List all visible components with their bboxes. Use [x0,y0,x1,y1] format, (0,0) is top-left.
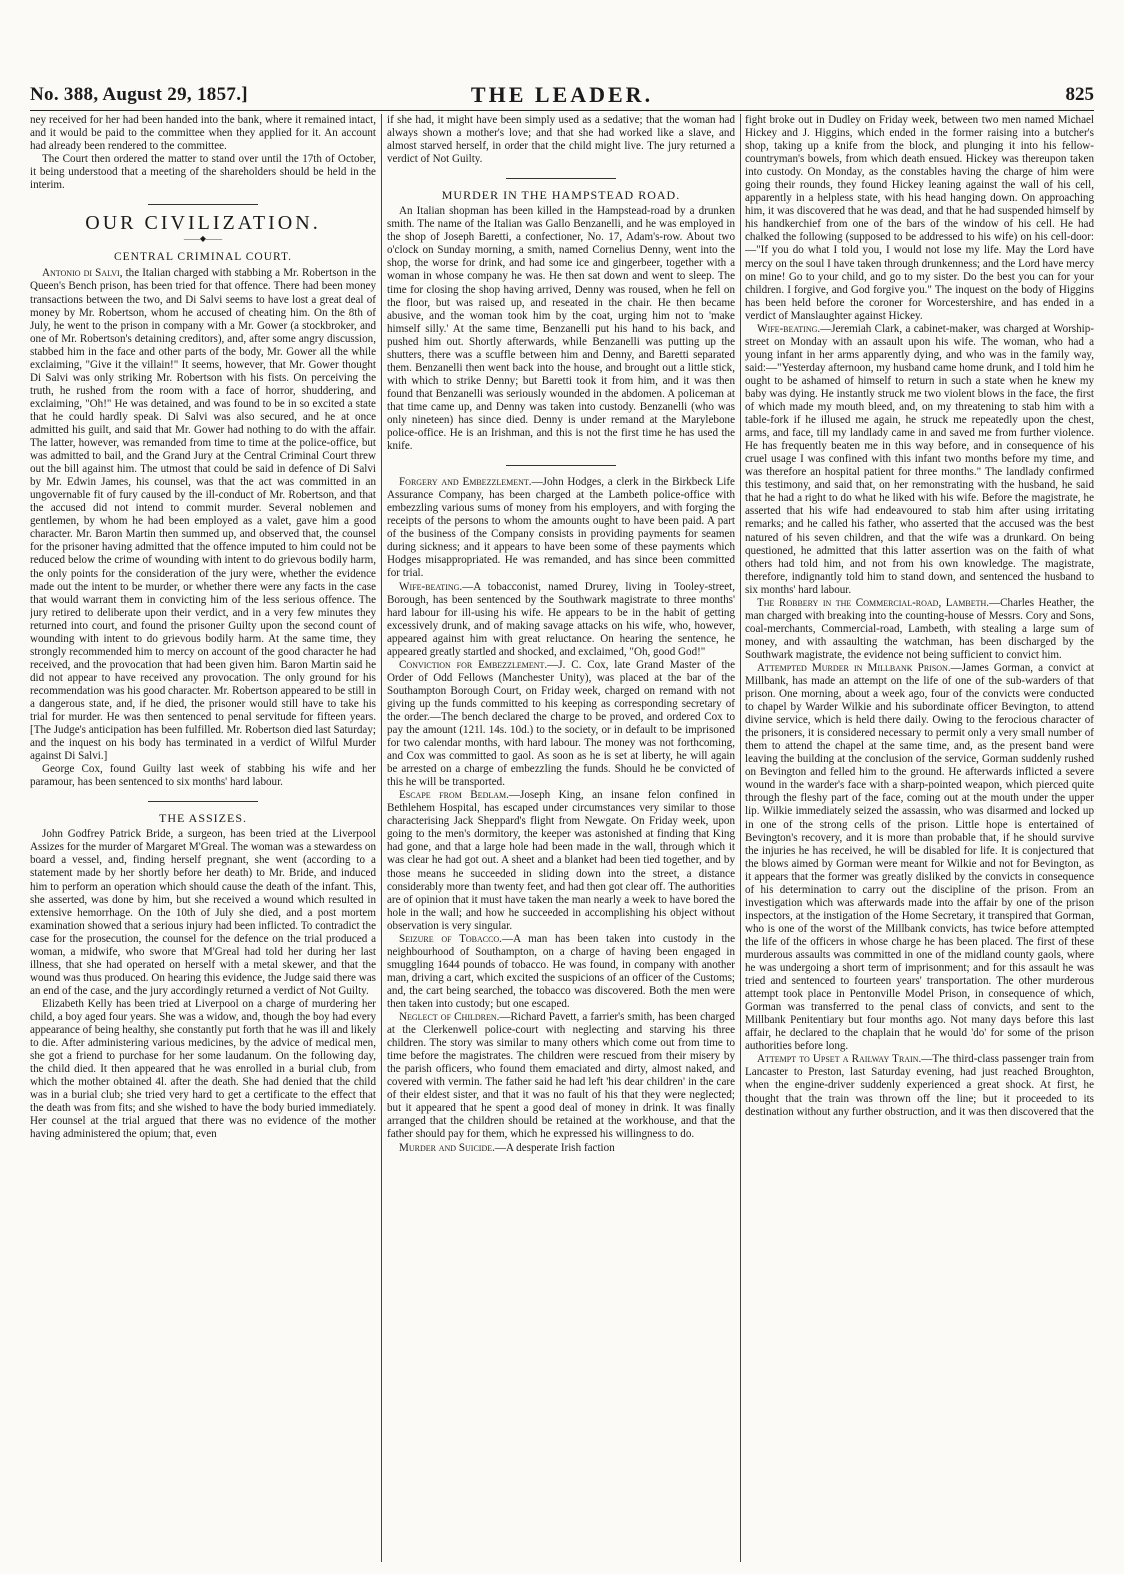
column-3 [745,114,1094,1562]
paragraph: The Court then ordered the matter to stand over until the 17th of October, it being understood that a meeting of the shareholders should be held in the interim. [30,153,376,192]
paragraph [387,581,735,659]
paragraph [387,789,735,933]
paragraph-text: —John Hodges, a clerk in the Birkbeck Life Assurance Company, has been charged at the Lambeth police-office with embezzling various sums of money from his employers, and with forging the receipts of the persons to whom the amounts ought to have been paid. A part of the business of the Company consists in providing payments for seamen during sickness; and it appears to have been some of these payments which Hodges misappropriated. He was remanded, and has since been committed for trial. [387,476,735,580]
ornament-rule: ——◆—— [183,234,223,244]
paragraph: John Godfrey Patrick Bride, a surgeon, has been tried at the Liverpool Assizes for the murder of Margaret M'Greal. The woman was a stewardess on board a vessel, and, finding herself pregnant, she went (according to a statement made by her shortly before her death) to Mr. Bride, and induced him to perform an operation which should cause the death of the infant. This, she asserted, was done by him, but she received a wound which resulted in extensive hemorrhage. On the 10th of July she died, and a post mortem examination showed that a serious injury had been inflicted. To contradict the case for the prosecution, the counsel for the defence on the trial produced a woman, a midwife, who swore that M'Greal had told her during her last illness, that she had operated on herself with a metal skewer, and that the wound was thus produced. On hearing this evidence, the Judge said there was an end of the case, and the jury accordingly returned a verdict of Not Guilty. [30,828,376,997]
article-continuation: fight broke out in Dudley on Friday week, between two men named Michael Hickey and J. Higgins, which ended in the former raising into a butcher's shop, taking up a knife from the block, and plunging it into his fellow-countryman's bowels, from which death ensued. Hickey was thereupon taken into custody. On Monday, as the constables having the charge of him were going their rounds, they found Hickey leaning against the wall of his cell, apparently in a helpless state, with his head hanging down. On approaching him, it was discovered that he was dead, and that he had suspended himself by his handkerchief from one of the bars of the window of his cell. He had chalked the following (supposed to be addressed to his wife) on his cell-door:—"If you do what I told you, I would not lose my life. May the Lord have mercy on the soul I have taken through drunkenness; and the Lord have mercy on mine! Go to your child, and go to my sister. Do the best you can for your children. I forgive, and God forgive you." The inquest on the body of Higgins has been held before the coroner for Worcestershire, and has ended in a verdict of Manslaughter against Hickey. [745,114,1094,322]
paragraph-lead: Seizure of Tobacco. [399,932,502,945]
paragraph-lead: Neglect of Children. [399,1011,500,1024]
article-continuation: if she had, it might have been simply used as a sedative; that the woman had always shown a mother's love; and that she had worked like a slave, and almost starved herself, in order that the child might live. The jury returned a verdict of Not Guilty. [387,114,735,166]
column-divider-1 [381,114,382,1562]
paragraph-text: —Charles Heather, the man charged with breaking into the counting-house of Messrs. Cory and Sons, coal-merchants, Commercial-road, Lambeth, with stealing a large sum of money, and with assaulting the watchman, has been discharged by the Southwark magistrate, the evidence not being sufficient to convict him. [745,596,1094,661]
paragraph-text: —A man has been taken into custody in the neighbourhood of Southampton, on a charge of having been engaged in smuggling 1644 pounds of tobacco. He was found, in company with another man, driving a cart, which excited the suspicions of an officer of the Customs; and, the cart being searched, the tobacco was discovered. Both the men were then taken into custody; but one escaped. [387,932,735,1010]
paragraph-text: —The third-class passenger train from Lancaster to Preston, last Saturday evening, had just reached Broughton, when the engine-driver suddenly experienced a great shock. At first, he thought that the train was thrown off the line; but it proceeded to its destination without any further obstruction, and it was then discovered that the [745,1053,1094,1118]
subsection-title: THE ASSIZES. [158,811,247,826]
masthead [30,80,1094,108]
column-1 [30,114,376,1562]
section-divider [506,465,616,466]
header-rule [30,110,1094,111]
paragraph-lead: Wife-beating. [399,580,463,593]
paragraph-lead: Murder and Suicide. [399,1141,495,1154]
column-divider-2 [740,114,741,1562]
paragraph: An Italian shopman has been killed in the Hampstead-road by a drunken smith. The name of the Italian was Gallo Benzanelli, and he was employed in the shop of Joseph Baretti, a confectioner, No. 17, Adam's-row. About two o'clock on Sunday morning, a smith, named Cornelius Denny, went into the shop, the worse for drink, and had some ice and gingerbeer, together with a woman in whose company he was. He then sat down and went to sleep. The time for closing the shop having arrived, Denny was roused, when he fell on the floor, but was raised up, and reseated in the chair. He then became abusive, and the woman took him by the coat, urging him not to 'make himself silly.' At the same time, Benzanelli put his hand to his back, and pushed him out. Shortly afterwards, while Benzanelli was putting up the shutters, there was a scuffle between him and Denny, and Baretti separated them. Benzanelli then went back into the house, and brought out a little stick, with which to strike Denny; but Baretti took it from him, and it was then found that Benzanelli was seriously wounded in the abdomen. A policeman at that time came up, and Denny was taken into custody. Benzanelli (who was only nineteen) has since died. Denny is under remand at the Marylebone police-office. He is an Irishman, and this is not the first time he has used the knife. [387,205,735,453]
paragraph-text: —J. C. Cox, late Grand Master of the Order of Odd Fellows (Manchester Unity), was placed at the bar of the Southampton Borough Court, on Friday week, charged on remand with not giving up the funds committed to his keeping as corresponding secretary of the order.—The bench declared the charge to be proved, and ordered Cox to pay the amount (121l. 14s. 10d.) to the society, or in default to be imprisoned for two calendar months, with hard labour. The money was not forthcoming, and Cox was committed to gaol. As soon as he is set at liberty, he will again be arrested on a charge of embezzling the funds. Should he be convicted of this he will be transported. [387,658,735,789]
paragraph-lead: Forgery and Embezzlement. [399,476,532,489]
section-divider [148,204,258,205]
paragraph [387,1142,735,1155]
paragraph-lead: Attempt to Upset a Railway Train. [757,1053,922,1066]
paragraph-text: —Joseph King, an insane felon confined in Bethlehem Hospital, has escaped under circumstances very similar to those characterising Jack Sheppard's flight from Newgate. On Friday week, upon going to the men's dormitory, the keeper was astonished at finding that King had gone, and that a large hole had been made in the wall, through which it was clear he had got out. A sheet and a blanket had been tied together, and by those means he succeeded in sliding down into the street, a distance considerably more than twenty feet, and had then got clear off. The authorities are of opinion that it must have taken the man nearly a week to have bored the hole in the wall; and how he succeeded in accomplishing his object without observation is very singular. [387,789,735,932]
paragraph [745,662,1094,1053]
paragraph-lead: The Robbery in the Commercial-road, Lambeth. [757,596,990,609]
paragraph-lead: Antonio di Salvi, [42,267,123,280]
paragraph [745,597,1094,662]
paragraph [745,1053,1094,1118]
paragraph [745,323,1094,597]
column-2 [387,114,735,1562]
paragraph-lead: Wife-beating. [757,322,821,335]
paragraph [387,1011,735,1141]
page-number: 825 [1065,84,1094,105]
subsection-title: CENTRAL CRIMINAL COURT. [113,251,293,264]
paragraph [387,476,735,580]
paragraph [387,659,735,789]
paragraph-text: —Richard Pavett, a farrier's smith, has been charged at the Clerkenwell police-court with neglecting and starving his three children. The story was similar to many others which come out from time to time before the magistrates. The children were rescued from their misery by the parish officers, who found them emaciated and dirty, almost naked, and covered with vermin. The father said he had left 'his dear children' in the care of their eldest sister, and that it was no fault of his that they were neglected; but it appeared that he spent a good deal of money in drink. It was finally arranged that the children should be retained at the workhouse, and that the father should pay for them, which he expressed his willingness to do. [387,1011,735,1141]
paragraph-lead: Conviction for Embezzlement. [399,658,548,671]
paragraph [30,267,376,763]
paragraph-text: the Italian charged with stabbing a Mr. Robertson in the Queen's Bench prison, has been tried for that offence. There had been money transactions between the two, and Di Salvi seems to have lost a great deal of money by Mr. Robertson, whom he accused of cheating him. On the 8th of July, he went to the prison in company with a Mr. Gower (a stockbroker, and one of Mr. Robertson's detaining creditors), and, after some angry discussion, stabbed him in the face and other parts of the body, Mr. Gower all the while exclaiming, "Give it the villain!" It seems, however, that Mr. Gower thought Di Salvi was only striking Mr. Robertson with his fists. On perceiving the truth, he rushed from the room with a face of horror, shuddering, and exclaiming, "Oh!" He was detained, and was found to be in so excited a state that he could hardly speak. Di Salvi was also secured, and he at once admitted his guilt, and said that Mr. Gower had nothing to do with the affair. The latter, however, was remanded from time to time at the police-office, but was admitted to bail, and the Grand Jury at the Central Criminal Court threw out the bill against him. The utmost that could be said in defence of Di Salvi by Mr. Edwin James, his counsel, was that the act was committed in an ungovernable fit of fury caused by the ill-conduct of Mr. Robertson, and that the accused did not intend to commit murder. Several noblemen and gentlemen, by whom he had been employed as a valet, gave him a good character. Mr. Baron Martin then summed up, and observed that, the counsel for the prisoner having admitted that the offence imputed to him could not be reduced below the crime of wounding with intent to do grievous bodily harm, the only points for the consideration of the jury were, whether the evidence made out the intent to be murder, or whether there were any facts in the case that would warrant them in convicting him of the less serious offence. The jury retired to deliberate upon their verdict, and in a very few minutes they returned into court, and found the prisoner Guilty upon the second count of wounding with intent to do grievous bodily harm. At the same time, they strongly recommended him to mercy on account of the good character he had received, and the provocation that had been given him. Baron Martin said he did not appear to have received any provocation. The only ground for his recommendation was his good character. Mr. Robertson appeared to be still in a dangerous state, and, if he died, the prisoner would still have to take his trial for murder. He was then sentenced to penal servitude for fifteen years. [The Judge's anticipation has been fulfilled. Mr. Robertson died last Saturday; and the inquest on his body has terminated in a verdict of Wilful Murder against Di Salvi.] [30,267,376,763]
section-title: OUR CIVILIZATION. [85,212,321,235]
paragraph-text: —A desperate Irish faction [494,1141,615,1154]
paragraph: Elizabeth Kelly has been tried at Liverpool on a charge of murdering her child, a boy aged four years. She was a widow, and, though the boy had every appearance of being healthy, she constantly put forth that he was ill and likely to die. After administering various medicines, by the advice of medical men, she got a friend to purchase for her some laudanum. On the following day, the child died. It then appeared that he was enrolled in a burial club, from which the mother obtained 4l. after the death. She had denied that the child was in a burial club; she tried very hard to get a certificate to the effect that the death was from fits; and she wished to have the body buried immediately. Her counsel at the trial argued that there was no evidence of the mother having administered the opium; that, even [30,997,376,1141]
section-divider [148,801,258,802]
paragraph-lead: Attempted Murder in Millbank Prison. [757,661,951,674]
paragraph-lead: Escape from Bedlam. [399,789,509,802]
paragraph-text: —James Gorman, a convict at Millbank, has made an attempt on the life of one of the sub-warders of that prison. One morning, about a week ago, four of the convicts were conducted to chapel by Warder Wilkie and his subordinate officer Bevington, to attend divine service, which is held there daily. Owing to the ferocious character of the prisoners, it is considered necessary to permit only a very small number of them to attend the chapel at the same time, and, as the present band were leaving the building at the conclusion of the service, Gorman suddenly rushed on Bevington and felled him to the ground. He afterwards inflicted a severe wound in the warder's face with a sharp-pointed weapon, which pierced quite through the fleshy part of the face, coming out at the mouth under the upper lip. Wilkie immediately seized the assassin, who was disarmed and locked up in one of the strong cells of the prison. Little hope is entertained of Bevington's recovery, and it is more than probable that, if he should survive the injuries he has received, he will be disabled for life. It is conjectured that the blows aimed by Gorman were meant for Wilkie and not for Bevington, as it appears that the former was greatly disliked by the convicts in consequence of his determination to carry out the discipline of the prison. From an investigation which was afterwards made into the affair by one of the prison inspectors, at the instigation of the Home Secretary, it transpired that Gorman, who is one of the worst of the Millbank convicts, has twice before attempted the life of the officers in whose charge he has been placed. The first of these murderous assaults was committed in one of the midland county gaols, where he was undergoing a short term of imprisonment; and for this assault he was tried and sentenced to fourteen years' transportation. The other murderous attempt took place in Pentonville Model Prison, in consequence of which, Gorman was transferred to the penal class of convicts, and sent to the Millbank Penitentiary but four months ago. Not many days before this last affair, he declared to the chaplain that he would 'do' for some of the prison authorities before long. [745,661,1094,1053]
paragraph [387,933,735,1011]
paragraph-text: —A tobacconist, named Drurey, living in Tooley-street, Borough, has been sentenced by the Southwark magistrate to three months' hard labour for ill-using his wife. He appears to be in the habit of getting excessively drunk, and of making savage attacks on his wife, who, however, appeared against him with great reluctance. On hearing the sentence, he appeared greatly startled and shocked, and exclaimed, "Oh, good God!" [387,580,735,658]
article-continuation: ney received for her had been handed into the bank, where it remained intact, and it would be paid to the committee when they applied for it. An account had already been rendered to the committee. [30,114,376,153]
section-divider [506,178,616,179]
issue-date: No. 388, August 29, 1857.] [30,84,248,105]
paragraph-text: —Jeremiah Clark, a cabinet-maker, was charged at Worship-street on Monday with an assault upon his wife. The woman, who had a young infant in her arms apparently dying, and who was in the family way, said:—"Yesterday afternoon, my husband came home drunk, and I told him he ought to be ashamed of himself to return in such a state when he knew my baby was dying. He instantly struck me two violent blows in the face, the first of which made my mouth bleed, and, on my threatening to stab him with a table-fork if he illused me again, he struck me repeatedly upon the chest, arms, and face, till my landlady came in and saved me from further violence. He has frequently beaten me in this way before, and in consequence of his cruel usage I was confined with this infant two months before my time, and was therefore an hospital patient for three months." The landlady confirmed this testimony, and said that, on her remonstrating with the husband, he said that he had a right to do what he liked with his wife. Before the magistrate, he asserted that his wife had endeavoured to stab him after using irritating remarks; and he called his father, who asserted that the accused was the best natured of his seven children, and that the wife was a drunkard. On being questioned, he admitted that this latter assertion was on the faith of what others had told him, and not from his own knowledge. The magistrate, therefore, indignantly told him to stand down, and sentenced the husband to six months' hard labour. [745,322,1094,596]
paragraph: George Cox, found Guilty last week of stabbing his wife and her paramour, has been sentenced to six months' hard labour. [30,763,376,789]
subsection-title: MURDER IN THE HAMPSTEAD ROAD. [441,188,681,203]
newspaper-title: THE LEADER. [470,82,654,107]
